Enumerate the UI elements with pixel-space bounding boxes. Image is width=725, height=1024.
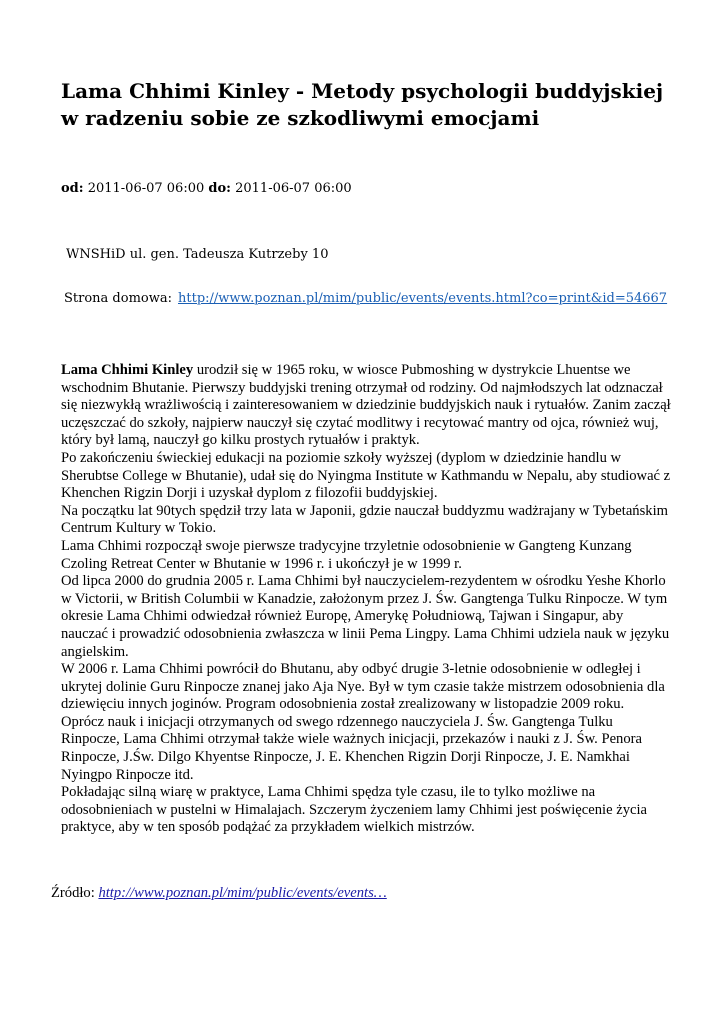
source-label: Źródło: xyxy=(51,885,95,901)
paragraph: Pokładając silną wiarę w praktyce, Lama Chhimi spędza tyle czasu, ile to tylko możliwe na odosobnieniach w pustelni w Himalajach. Szczerym życzeniem lamy Chhimi jest poświęcenie życia praktyce, aby w ten sposób podążać za przykładem wielkich mistrzów. xyxy=(61,784,647,836)
from-label: od: xyxy=(61,181,84,196)
to-value: 2011-06-07 06:00 xyxy=(235,181,352,196)
paragraph-text: urodził się w 1965 roku, w wiosce Pubmoshing w dystrykcie Lhuentse we wschodnim Bhutanie. Pierwszy buddyjski trening otrzymał od rodziny. Od najmłodszych lat odznaczał się niezwykłą wrażliwością i zainteresowaniem w dziedzinie buddyjskich nauk i rytuałów. Zanim zaczął uczęszczać do szkoły, najpierw nauczył się czytać modlitwy i recytować mantry od ojca, również wuj, który był lamą, nauczył go kilku prostych rytuałów i praktyk. xyxy=(61,362,671,449)
paragraph: W 2006 r. Lama Chhimi powrócił do Bhutanu, aby odbyć drugie 3-letnie odosobnienie w odległej i ukrytej dolinie Guru Rinpocze znanej jako Aja Nye. Był w tym czasie także mistrzem odosobnienia dla dziewięciu innych joginów. Program odosobnienia został zrealizowany w listopadzie 2009 roku. xyxy=(61,661,665,713)
paragraph: Na początku lat 90tych spędził trzy lata w Japonii, gdzie nauczał buddyzmu wadżrajany w Tybetańskim Centrum Kultury w Tokio. xyxy=(61,502,668,537)
event-description xyxy=(61,362,671,837)
event-dates xyxy=(61,180,352,198)
paragraph xyxy=(61,362,671,450)
homepage-label: Strona domowa: xyxy=(64,291,172,306)
paragraph: Lama Chhimi rozpoczął swoje pierwsze tradycyjne trzyletnie odosobnienie w Gangteng Kunzang Czoling Retreat Center w Bhutanie w 1996 r. i ukończył je w 1999 r. xyxy=(61,537,632,572)
to-label: do: xyxy=(208,181,231,196)
paragraph: Oprócz nauk i inicjacji otrzymanych od swego rdzennego nauczyciela J. Św. Gangtenga Tulku Rinpocze, Lama Chhimi otrzymał także wiele ważnych inicjacji, przekazów i nauki z J. Św. Penora Rinpocze, J.Św. Dilgo Khyentse Rinpocze, J. E. Khenchen Rigzin Dorji Rinpocze, J. E. Namkhai Nyingpo Rinpocze itd. xyxy=(61,713,642,783)
homepage-link[interactable]: http://www.poznan.pl/mim/public/events/events.html?co=print&id=54667 xyxy=(178,291,668,306)
from-value: 2011-06-07 06:00 xyxy=(87,181,205,196)
person-name: Lama Chhimi Kinley xyxy=(61,362,194,378)
source-row xyxy=(51,884,387,902)
event-location: WNSHiD ul. gen. Tadeusza Kutrzeby 10 xyxy=(66,247,329,262)
source-link[interactable]: http://www.poznan.pl/mim/public/events/events… xyxy=(98,885,387,901)
page-title: Lama Chhimi Kinley - Metody psychologii buddyjskiej w radzeniu sobie ze szkodliwymi emocjami xyxy=(61,79,664,130)
homepage-row xyxy=(64,290,667,308)
paragraph: Po zakończeniu świeckiej edukacji na poziomie szkoły wyższej (dyplom w dziedzinie handlu w Sherubtse College w Bhutanie), udał się do Nyingma Institute w Kathmandu w Nepalu, aby studiować z Khenchen Rigzin Dorji i uzyskał dyplom z filozofii buddyjskiej. xyxy=(61,449,671,502)
paragraph: Od lipca 2000 do grudnia 2005 r. Lama Chhimi był nauczycielem-rezydentem w ośrodku Yeshe Khorlo w Victorii, w British Columbii w Kanadzie, założonym przez J. Św. Gangtenga Tulku Rinpocze. W tym okresie Lama Chhimi odwiedzał również Europę, Amerykę Południową, Tajwan i Singapur, aby nauczać i prowadzić odosobnienia zwłaszcza w linii Pema Lingpy. Lama Chhimi udziela nauk w języku angielskim. xyxy=(61,573,670,660)
